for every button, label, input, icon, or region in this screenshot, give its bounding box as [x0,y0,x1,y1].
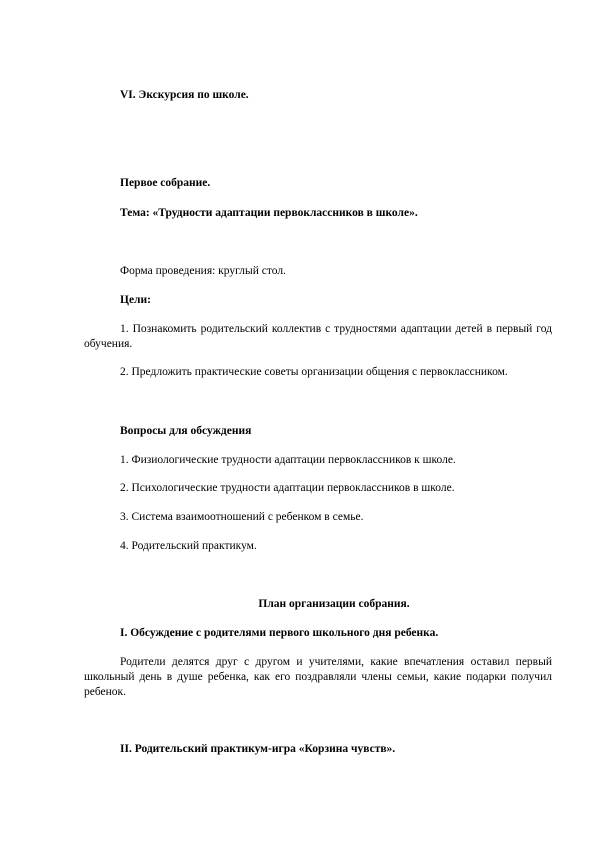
theme-line: Тема: «Трудности адаптации первоклассников в школе». [120,207,418,219]
question-item-1: 1. Физиологические трудности адаптации первоклассников к школе. [120,454,456,466]
goal-item-2: 2. Предложить практические советы организации общения с первоклассником. [120,366,508,378]
section-1-paragraph: Родители делятся друг с другом и учителями, какие впечатления оставил первый школьный день в душе ребенка, как его поздравляли члены семьи, какие подарки получил ребенок. [84,656,552,698]
excursion-heading: VI. Экскурсия по школе. [120,89,249,101]
section-2-heading: II. Родительский практикум-игра «Корзина чувств». [120,743,396,755]
meeting-title: Первое собрание. [120,177,211,189]
plan-heading: План организации собрания. [258,598,410,610]
format-line: Форма проведения: круглый стол. [120,265,286,277]
goal-item-1: 1. Познакомить родительский коллектив с трудностями адаптации детей в первый год обучения. [84,323,552,350]
section-1-heading: I. Обсуждение с родителями первого школьного дня ребенка. [120,627,439,639]
goals-heading: Цели: [120,294,151,306]
question-item-4: 4. Родительский практикум. [120,540,257,552]
question-item-3: 3. Система взаимоотношений с ребенком в семье. [120,511,364,523]
question-item-2: 2. Психологические трудности адаптации первоклассников в школе. [120,482,455,494]
questions-heading: Вопросы для обсуждения [120,425,252,437]
